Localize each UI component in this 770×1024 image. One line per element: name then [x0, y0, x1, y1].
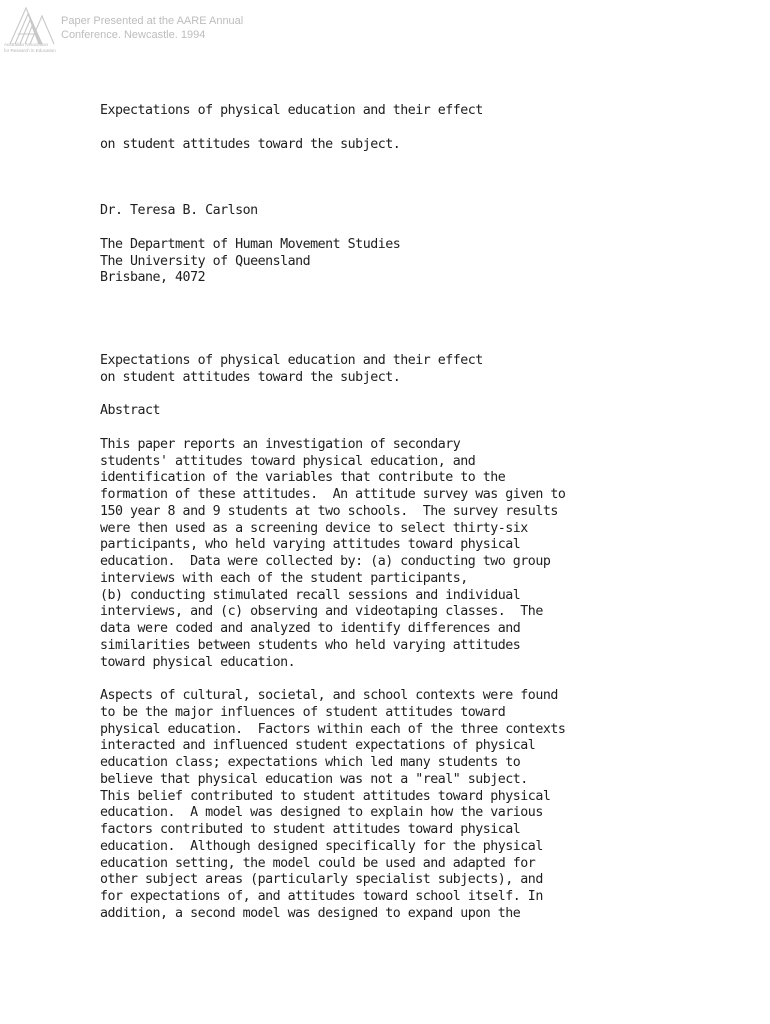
title-line-1: Expectations of physical education and their effect — [100, 103, 483, 118]
paragraph-line: education. Although designed specifically for the physical — [100, 838, 543, 854]
paragraph-line: were then used as a screening device to select thirty-six — [100, 520, 528, 536]
author-department: The Department of Human Movement Studies — [100, 236, 401, 252]
paragraph-line: education. Data were collected by: (a) conducting two group — [100, 554, 551, 569]
paragraph-line: interacted and influenced student expectations of physical — [100, 738, 536, 754]
author-name: Dr. Teresa B. Carlson — [100, 203, 258, 219]
paragraph-line: 150 year 8 and 9 students at two schools. The survey results — [100, 503, 558, 519]
title-line-2: on student attitudes toward the subject. — [100, 136, 401, 152]
paragraph-line: believe that physical education was not a "real" subject. — [100, 771, 528, 787]
paragraph-line: to be the major influences of student attitudes toward — [100, 704, 506, 720]
repeat-title-line-1: Expectations of physical education and their effect — [100, 353, 483, 368]
paragraph-line: similarities between students who held varying attitudes — [100, 637, 521, 653]
paragraph-line: toward physical education. — [100, 654, 296, 670]
paragraph-line: (b) conducting stimulated recall sessions and individual — [100, 587, 521, 603]
paragraph-line: participants, who held varying attitudes toward physical — [100, 537, 521, 553]
org-name: Australian Association for Research in Education — [4, 42, 56, 53]
paragraph-line: other subject areas (particularly specialist subjects), and — [100, 872, 543, 888]
paragraph-1 — [100, 437, 740, 672]
paragraph-line: education. A model was designed to explain how the various — [100, 805, 543, 821]
conference-note: Paper Presented at the AARE Annual Conference. Newcastle. 1994 — [61, 15, 244, 41]
paragraph-line: data were coded and analyzed to identify differences and — [100, 621, 521, 636]
paragraph-line: formation of these attitudes. An attitude survey was given to — [100, 487, 566, 502]
paragraph-line: interviews with each of the student participants, — [100, 570, 468, 586]
paragraph-line: identification of the variables that contribute to the — [100, 470, 506, 486]
author-city: Brisbane, 4072 — [100, 270, 206, 286]
paragraph-line: students' attitudes toward physical education, and — [100, 453, 476, 469]
paragraph-line: education setting, the model could be used and adapted for — [100, 855, 536, 871]
paragraph-line: physical education. Factors within each of the three contexts — [100, 721, 566, 737]
paragraph-line: education class; expectations which led many students to — [100, 755, 521, 770]
paragraph-line: factors contributed to student attitudes toward physical — [100, 822, 521, 837]
paragraph-line: Aspects of cultural, societal, and school contexts were found — [100, 688, 558, 703]
repeat-title-line-2: on student attitudes toward the subject. — [100, 369, 401, 385]
paragraph-line: This paper reports an investigation of secondary — [100, 436, 461, 452]
author-university: The University of Queensland — [100, 253, 311, 269]
paragraph-line: This belief contributed to student attitudes toward physical — [100, 788, 551, 804]
paragraph-line: addition, a second model was designed to expand upon the — [100, 905, 521, 921]
abstract-heading: Abstract — [100, 403, 161, 419]
document-body — [100, 103, 740, 923]
paragraph-line: for expectations of, and attitudes toward school itself. In — [100, 889, 543, 904]
paragraph-2 — [100, 688, 740, 923]
paragraph-line: interviews, and (c) observing and videotaping classes. The — [100, 604, 543, 620]
